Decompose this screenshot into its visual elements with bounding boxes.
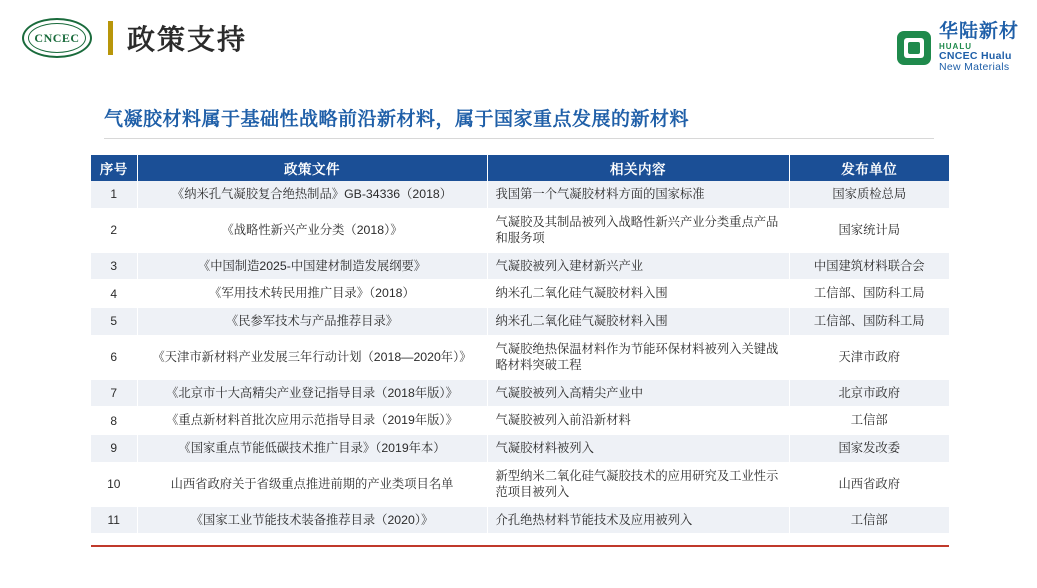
col-header-doc: 政策文件 (137, 155, 487, 181)
policy-table-head (91, 155, 949, 181)
cell-content: 气凝胶被列入前沿新材料 (487, 407, 789, 435)
cell-org: 国家质检总局 (789, 181, 949, 208)
cell-content: 气凝胶被列入建材新兴产业 (487, 252, 789, 280)
table-row (91, 208, 949, 252)
col-header-no: 序号 (91, 155, 137, 181)
col-header-content: 相关内容 (487, 155, 789, 181)
cell-doc: 《国家重点节能低碳技术推广目录》（2019年本） (137, 434, 487, 462)
cell-content: 介孔绝热材料节能技术及应用被列入 (487, 506, 789, 534)
hualu-brand-hualu: HUALU (938, 41, 972, 51)
cell-org: 天津市政府 (789, 335, 949, 379)
cell-doc: 《天津市新材料产业发展三年行动计划（2018—2020年）》 (137, 335, 487, 379)
cell-no: 8 (91, 407, 137, 435)
cell-org: 工信部 (789, 506, 949, 534)
hualu-brand-en-line1: CNCEC Hualu (938, 50, 1012, 63)
cell-no: 4 (91, 280, 137, 308)
cell-content: 纳米孔二氧化硅气凝胶材料入围 (487, 307, 789, 335)
cell-no: 1 (91, 181, 137, 208)
policy-table-container (91, 155, 949, 534)
cell-org: 工信部、国防科工局 (789, 280, 949, 308)
header-left-group (22, 18, 247, 58)
cell-content: 气凝胶绝热保温材料作为节能环保材料被列入关键战略材料突破工程 (487, 335, 789, 379)
cell-no: 3 (91, 252, 137, 280)
cell-org: 国家统计局 (789, 208, 949, 252)
cell-org: 中国建筑材料联合会 (789, 252, 949, 280)
cell-doc: 山西省政府关于省级重点推进前期的产业类项目名单 (137, 462, 487, 506)
cell-no: 5 (91, 307, 137, 335)
cell-no: 6 (91, 335, 137, 379)
table-row (91, 181, 949, 208)
cell-org: 工信部、国防科工局 (789, 307, 949, 335)
table-row (91, 506, 949, 534)
cell-org: 北京市政府 (789, 379, 949, 407)
table-row (91, 252, 949, 280)
cell-org: 工信部 (789, 407, 949, 435)
cell-no: 2 (91, 208, 137, 252)
table-row (91, 434, 949, 462)
cell-no: 9 (91, 434, 137, 462)
cell-org: 山西省政府 (789, 462, 949, 506)
cell-no: 11 (91, 506, 137, 534)
policy-table-body (91, 181, 949, 534)
table-row (91, 407, 949, 435)
header-brand-group (897, 22, 1019, 73)
cell-content: 纳米孔二氧化硅气凝胶材料入围 (487, 280, 789, 308)
table-row (91, 335, 949, 379)
table-header-row (91, 155, 949, 181)
cell-doc: 《战略性新兴产业分类（2018）》 (137, 208, 487, 252)
cell-doc: 《中国制造2025-中国建材制造发展纲要》 (137, 252, 487, 280)
table-row (91, 462, 949, 506)
cell-content: 气凝胶材料被列入 (487, 434, 789, 462)
hualu-logo-inner (904, 38, 924, 58)
cell-no: 7 (91, 379, 137, 407)
cell-doc: 《纳米孔气凝胶复合绝热制品》GB-34336（2018） (137, 181, 487, 208)
hualu-brand-cn: 华陆新材 (938, 21, 1019, 42)
cell-doc: 《北京市十大高精尖产业登记指导目录（2018年版）》 (137, 379, 487, 407)
hualu-brand-text (939, 22, 1019, 73)
col-header-org: 发布单位 (789, 155, 949, 181)
cell-doc: 《军用技术转民用推广目录》（2018） (137, 280, 487, 308)
slide-header (0, 0, 1037, 76)
cell-content: 气凝胶及其制品被列入战略性新兴产业分类重点产品和服务项 (487, 208, 789, 252)
page-title: 气凝胶材料属于基础性战略前沿新材料，属于国家重点发展的新材料 (104, 109, 690, 130)
policy-table (91, 155, 949, 534)
header-section-title: 政策支持 (127, 25, 248, 56)
hualu-logo-icon (897, 31, 931, 65)
header-gold-divider (108, 21, 113, 55)
hualu-brand-en-line2: New Materials (938, 61, 1010, 74)
table-row (91, 280, 949, 308)
cncec-logo-text: CNCEC (34, 30, 80, 45)
footer-red-rule (91, 545, 949, 547)
cell-content: 新型纳米二氧化硅气凝胶技术的应用研究及工业性示范项目被列入 (487, 462, 789, 506)
cell-doc: 《民参军技术与产品推荐目录》 (137, 307, 487, 335)
cell-org: 国家发改委 (789, 434, 949, 462)
cncec-logo-icon (22, 18, 92, 58)
table-row (91, 379, 949, 407)
cell-doc: 《国家工业节能技术装备推荐目录（2020）》 (137, 506, 487, 534)
cell-no: 10 (91, 462, 137, 506)
cell-content: 我国第一个气凝胶材料方面的国家标准 (487, 181, 789, 208)
cell-content: 气凝胶被列入高精尖产业中 (487, 379, 789, 407)
cell-doc: 《重点新材料首批次应用示范指导目录（2019年版）》 (137, 407, 487, 435)
table-row (91, 307, 949, 335)
title-divider (104, 138, 934, 139)
